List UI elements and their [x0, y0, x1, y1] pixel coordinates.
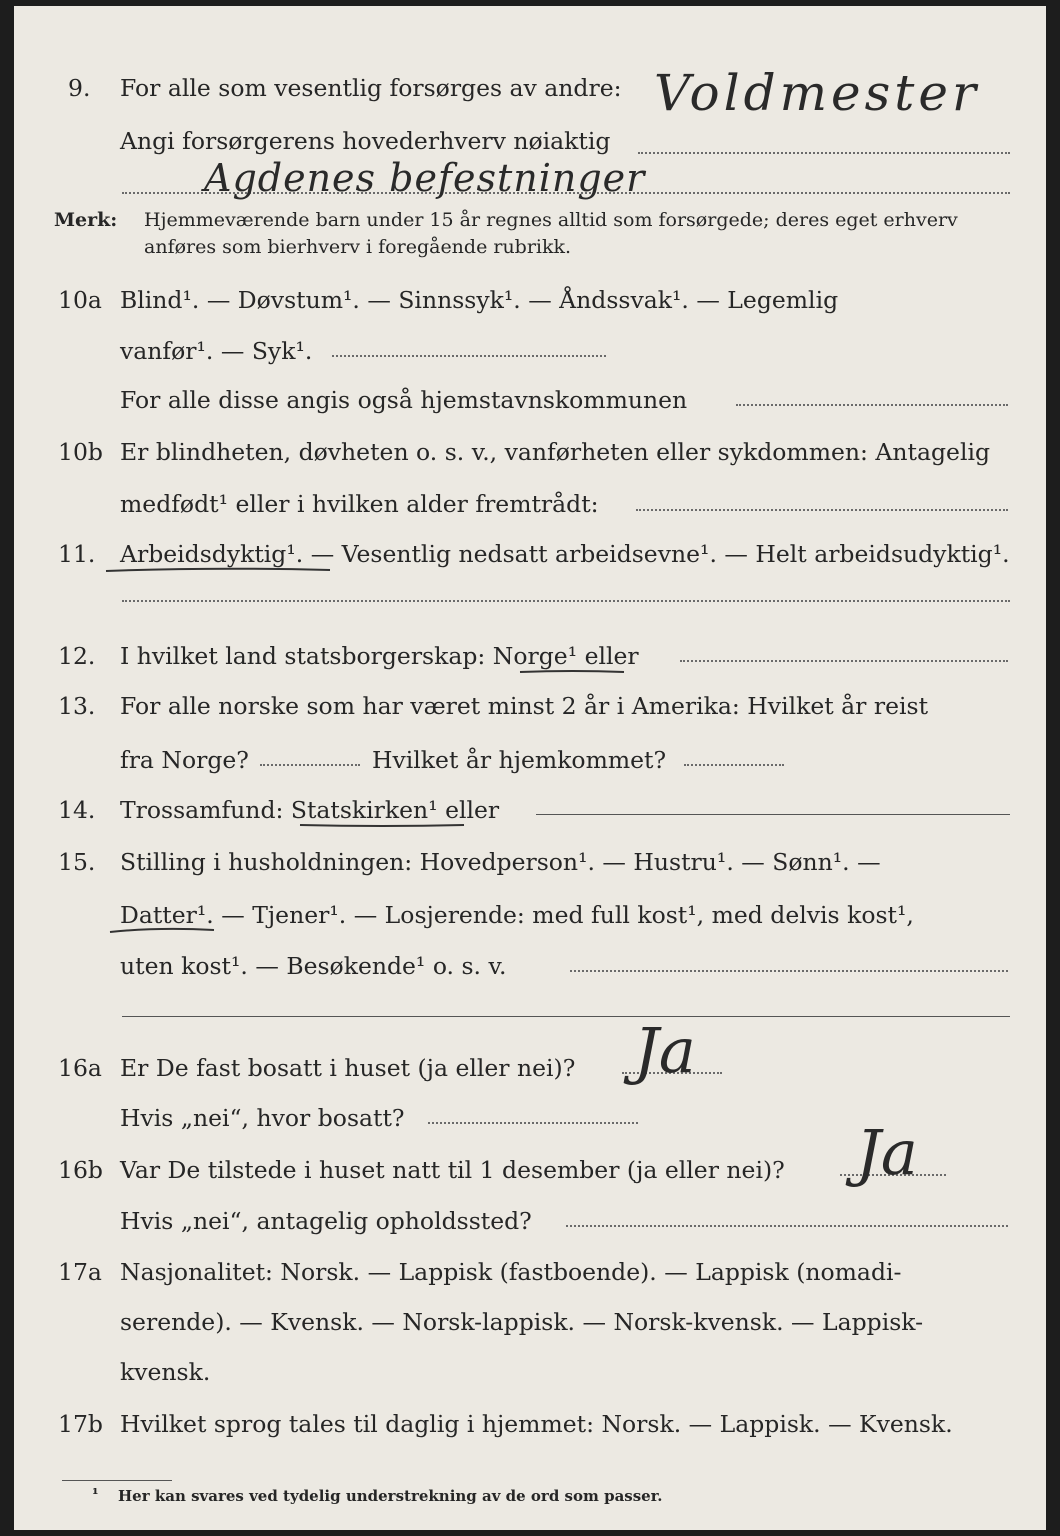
q10a-answer-line: [332, 355, 606, 357]
q16b-line1: Var De tilstede i huset natt til 1 desember (ja eller nei)?: [120, 1156, 785, 1184]
q11-answer-line: [122, 600, 1010, 602]
q10a-number: 10a: [58, 286, 102, 314]
q13-line2a: fra Norge?: [120, 746, 249, 774]
merk-line1: Hjemmeværende barn under 15 år regnes alltid som forsørgede; deres eget erhverv: [144, 209, 958, 231]
census-form-page: [14, 6, 1046, 1530]
q10b-line1: Er blindheten, døvheten o. s. v., vanførheten eller sykdommen: Antagelig: [120, 438, 991, 466]
q10a-line2: vanfør¹. — Syk¹.: [120, 337, 313, 365]
q14-number: 14.: [58, 796, 96, 824]
q11-line1: Arbeidsdyktig¹. — Vesentlig nedsatt arbeidsevne¹. — Helt arbeidsudyktig¹.: [120, 540, 1010, 568]
q16b-number: 16b: [58, 1156, 103, 1184]
q13-number: 13.: [58, 692, 96, 720]
q10a-line3: For alle disse angis også hjemstavnskommunen: [120, 386, 688, 414]
q16b-line2: Hvis „nei“, antagelig opholdssted?: [120, 1207, 532, 1235]
q12-underline-mark: [518, 667, 628, 677]
q14-answer-line: [536, 814, 1010, 815]
q15-line2: Datter¹. — Tjener¹. — Losjerende: med full kost¹, med delvis kost¹,: [120, 901, 914, 929]
q9-line2: Angi forsørgerens hovederhverv nøiaktig: [120, 127, 611, 155]
q15-answer-line-2: [122, 1016, 1010, 1017]
q14-underline-mark: [298, 821, 468, 831]
q10a-municipality-line: [736, 404, 1008, 406]
q15-line3: uten kost¹. — Besøkende¹ o. s. v.: [120, 952, 507, 980]
q15-line1: Stilling i husholdningen: Hovedperson¹. — Hustru¹. — Sønn¹. —: [120, 848, 881, 876]
q16a-number: 16a: [58, 1054, 102, 1082]
q17a-line3: kvensk.: [120, 1358, 211, 1386]
q17a-number: 17a: [58, 1258, 102, 1286]
q13-year-returned-line: [684, 764, 784, 766]
q16b-residence-line: [566, 1225, 1008, 1227]
q17b-line1: Hvilket sprog tales til daglig i hjemmet: Norsk. — Lappisk. — Kvensk.: [120, 1410, 953, 1438]
q10b-answer-line: [636, 509, 1008, 511]
footnote-mark: ¹: [92, 1485, 99, 1503]
q9-handwritten-answer-2: Agdenes befestninger: [204, 156, 646, 200]
q12-answer-line: [680, 660, 1008, 662]
q9-answer-line: [638, 152, 1010, 154]
q16a-handwritten-answer: Ja: [634, 1014, 696, 1087]
q12-line1: I hvilket land statsborgerskap: Norge¹ eller: [120, 642, 639, 670]
q14-line1: Trossamfund: Statskirken¹ eller: [120, 796, 500, 824]
q9-number: 9.: [68, 74, 91, 102]
merk-label: Merk:: [54, 209, 118, 231]
merk-line2: anføres som bierhverv i foregående rubrikk.: [144, 236, 572, 258]
q16b-handwritten-answer: Ja: [856, 1116, 918, 1189]
q17a-line2: serende). — Kvensk. — Norsk-lappisk. — Norsk-kvensk. — Lappisk-: [120, 1308, 924, 1336]
q11-underline-mark: [104, 565, 334, 575]
q15-underline-mark: [108, 925, 218, 935]
q13-line1: For alle norske som har været minst 2 år i Amerika: Hvilket år reist: [120, 692, 929, 720]
q17a-line1: Nasjonalitet: Norsk. — Lappisk (fastboende). — Lappisk (nomadi-: [120, 1258, 902, 1286]
q16a-line1: Er De fast bosatt i huset (ja eller nei)?: [120, 1054, 576, 1082]
q9-line1: For alle som vesentlig forsørges av andre:: [120, 74, 622, 102]
q11-number: 11.: [58, 540, 96, 568]
footnote-text: Her kan svares ved tydelig understrekning av de ord som passer.: [118, 1487, 663, 1505]
q16a-line2: Hvis „nei“, hvor bosatt?: [120, 1104, 405, 1132]
q17b-number: 17b: [58, 1410, 103, 1438]
q16a-residence-line: [428, 1122, 638, 1124]
q10a-line1: Blind¹. — Døvstum¹. — Sinnssyk¹. — Åndssvak¹. — Legemlig: [120, 286, 839, 314]
q15-answer-line: [570, 970, 1008, 972]
q13-year-left-line: [260, 764, 360, 766]
q10b-number: 10b: [58, 438, 103, 466]
q12-number: 12.: [58, 642, 96, 670]
q10b-line2: medfødt¹ eller i hvilken alder fremtrådt:: [120, 490, 599, 518]
q9-handwritten-answer: Voldmester: [654, 64, 980, 122]
footnote-rule: [62, 1480, 172, 1481]
q15-number: 15.: [58, 848, 96, 876]
q13-line2b: Hvilket år hjemkommet?: [372, 746, 667, 774]
